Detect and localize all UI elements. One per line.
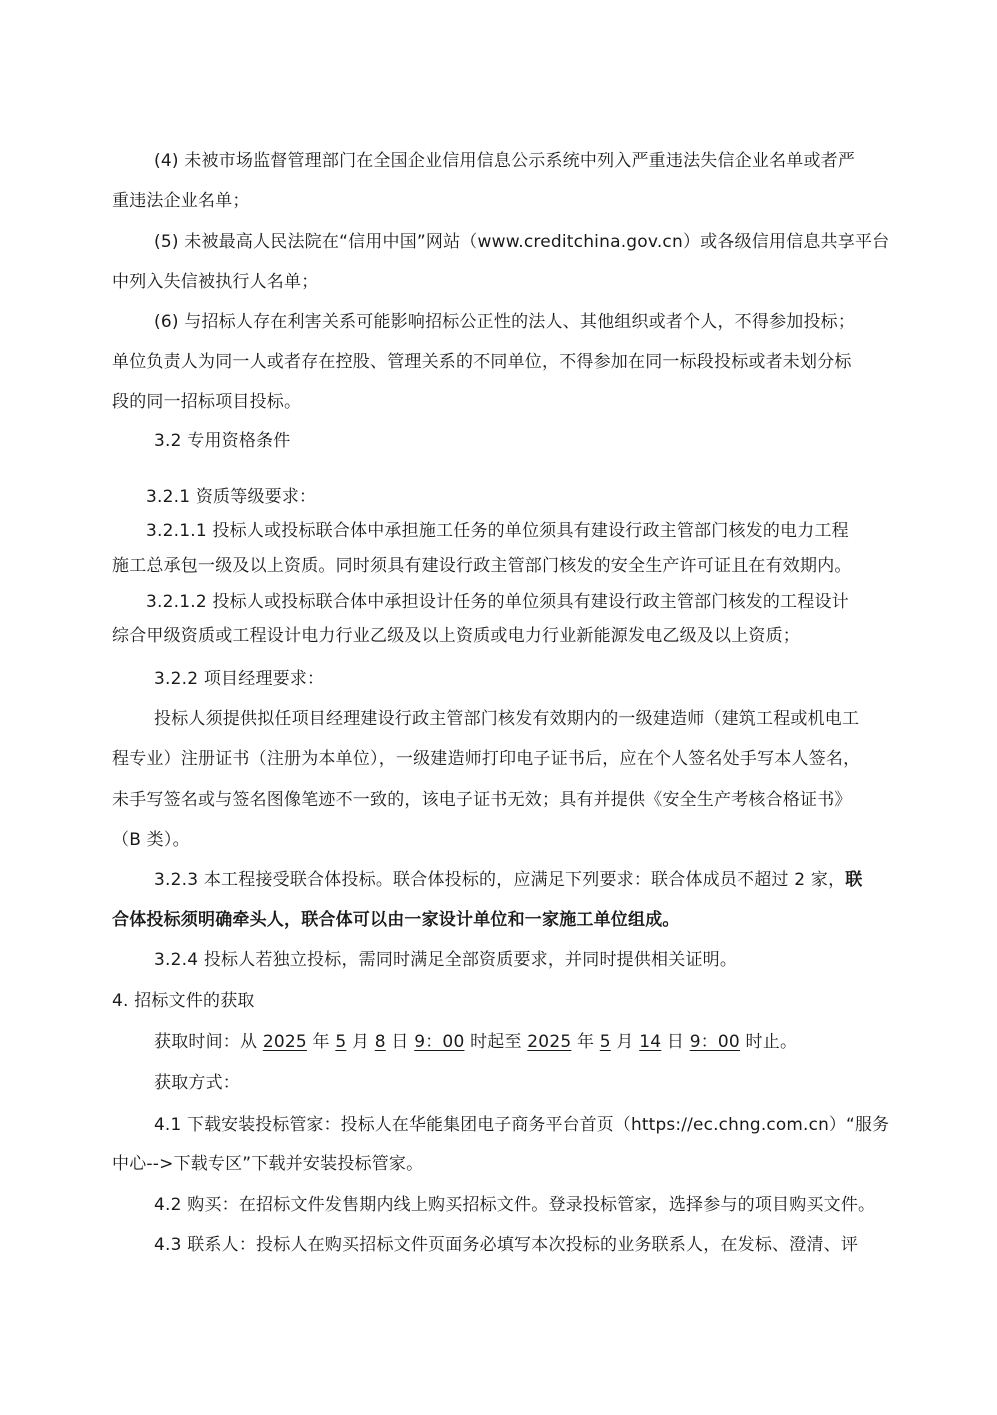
section-4-2: 4.2 购买：在招标文件发售期内线上购买招标文件。登录投标管家，选择参与的项目购买文件。 bbox=[154, 1195, 876, 1215]
section-3-2-3-line-1 bbox=[154, 869, 862, 891]
time-end: 时止。 bbox=[739, 1032, 798, 1052]
section-3-2-3-line-2: 合体投标须明确牵头人，联合体可以由一家设计单位和一家施工单位组成。 bbox=[112, 910, 680, 930]
item-5-line-2: 中列入失信被执行人名单； bbox=[112, 272, 319, 292]
item-6-line-2: 单位负责人为同一人或者存在控股、管理关系的不同单位，不得参加在同一标段投标或者未划分标 bbox=[112, 352, 852, 372]
end-month: 5 bbox=[599, 1032, 611, 1052]
time-mid: 时起至 bbox=[464, 1032, 528, 1052]
item-5-line-1: (5) 未被最高人民法院在“信用中国”网站（www.creditchina.gov.cn）或各级信用信息共享平台 bbox=[154, 232, 890, 252]
end-year: 2025 bbox=[527, 1032, 572, 1052]
section-4-heading: 4. 招标文件的获取 bbox=[112, 991, 255, 1011]
acquire-time-line bbox=[154, 1031, 797, 1053]
pm-requirement-line-3: 未手写签名或与签名图像笔迹不一致的，该电子证书无效；具有并提供《安全生产考核合格证书》 bbox=[112, 790, 852, 810]
section-3-2-1-heading: 3.2.1 资质等级要求： bbox=[146, 487, 317, 507]
pm-requirement-line-4: （B 类）。 bbox=[112, 830, 190, 850]
item-6-line-3: 段的同一招标项目投标。 bbox=[112, 392, 302, 412]
section-4-3-line-1: 4.3 联系人：投标人在购买招标文件页面务必填写本次投标的业务联系人，在发标、澄清、评 bbox=[154, 1235, 859, 1255]
item-4-line-1: (4) 未被市场监督管理部门在全国企业信用信息公示系统中列入严重违法失信企业名单或者严 bbox=[154, 151, 856, 171]
acquire-method-label: 获取方式： bbox=[154, 1073, 240, 1093]
end-day: 14 bbox=[639, 1032, 662, 1052]
start-month: 5 bbox=[335, 1032, 347, 1052]
month-label: 月 bbox=[346, 1032, 375, 1052]
section-3-2-1-2-line-2: 综合甲级资质或工程设计电力行业乙级及以上资质或电力行业新能源发电乙级及以上资质； bbox=[112, 626, 800, 646]
section-3-2-1-1-line-2: 施工总承包一级及以上资质。同时须具有建设行政主管部门核发的安全生产许可证且在有效期内。 bbox=[112, 556, 852, 576]
section-4-1-line-1: 4.1 下载安装投标管家：投标人在华能集团电子商务平台首页（https://ec.chng.com.cn）“服务 bbox=[154, 1114, 890, 1134]
time-prefix: 获取时间：从 bbox=[154, 1032, 263, 1052]
section-3-2-2-heading: 3.2.2 项目经理要求： bbox=[154, 669, 325, 689]
day-label: 日 bbox=[385, 1032, 415, 1052]
section-3-2-heading: 3.2 专用资格条件 bbox=[154, 431, 291, 451]
section-3-2-3-bold-start: 联 bbox=[845, 870, 863, 890]
end-hour: 9：00 bbox=[689, 1032, 740, 1052]
pm-requirement-line-2: 程专业）注册证书（注册为本单位），一级建造师打印电子证书后，应在个人签名处手写本人签名， bbox=[112, 749, 861, 769]
section-3-2-1-2-line-1: 3.2.1.2 投标人或投标联合体中承担设计任务的单位须具有建设行政主管部门核发的工程设计 bbox=[146, 592, 849, 612]
section-3-2-3-text: 3.2.3 本工程接受联合体投标。联合体投标的，应满足下列要求：联合体成员不超过 2 家， bbox=[154, 870, 846, 890]
year-label-2: 年 bbox=[571, 1032, 600, 1052]
section-3-2-4: 3.2.4 投标人若独立投标，需同时满足全部资质要求，并同时提供相关证明。 bbox=[154, 950, 738, 970]
month-label-2: 月 bbox=[610, 1032, 640, 1052]
item-4-line-2: 重违法企业名单； bbox=[112, 191, 250, 211]
start-year: 2025 bbox=[262, 1032, 307, 1052]
start-hour: 9：00 bbox=[414, 1032, 465, 1052]
day-label-2: 日 bbox=[661, 1032, 690, 1052]
start-day: 8 bbox=[374, 1032, 386, 1052]
item-6-line-1: (6) 与招标人存在利害关系可能影响招标公正性的法人、其他组织或者个人，不得参加投标； bbox=[154, 312, 856, 332]
year-label: 年 bbox=[306, 1032, 336, 1052]
pm-requirement-line-1: 投标人须提供拟任项目经理建设行政主管部门核发有效期内的一级建造师（建筑工程或机电工 bbox=[154, 709, 860, 729]
section-3-2-1-1-line-1: 3.2.1.1 投标人或投标联合体中承担施工任务的单位须具有建设行政主管部门核发的电力工程 bbox=[146, 521, 849, 541]
section-4-1-line-2: 中心-->下载专区”下载并安装投标管家。 bbox=[112, 1154, 424, 1174]
